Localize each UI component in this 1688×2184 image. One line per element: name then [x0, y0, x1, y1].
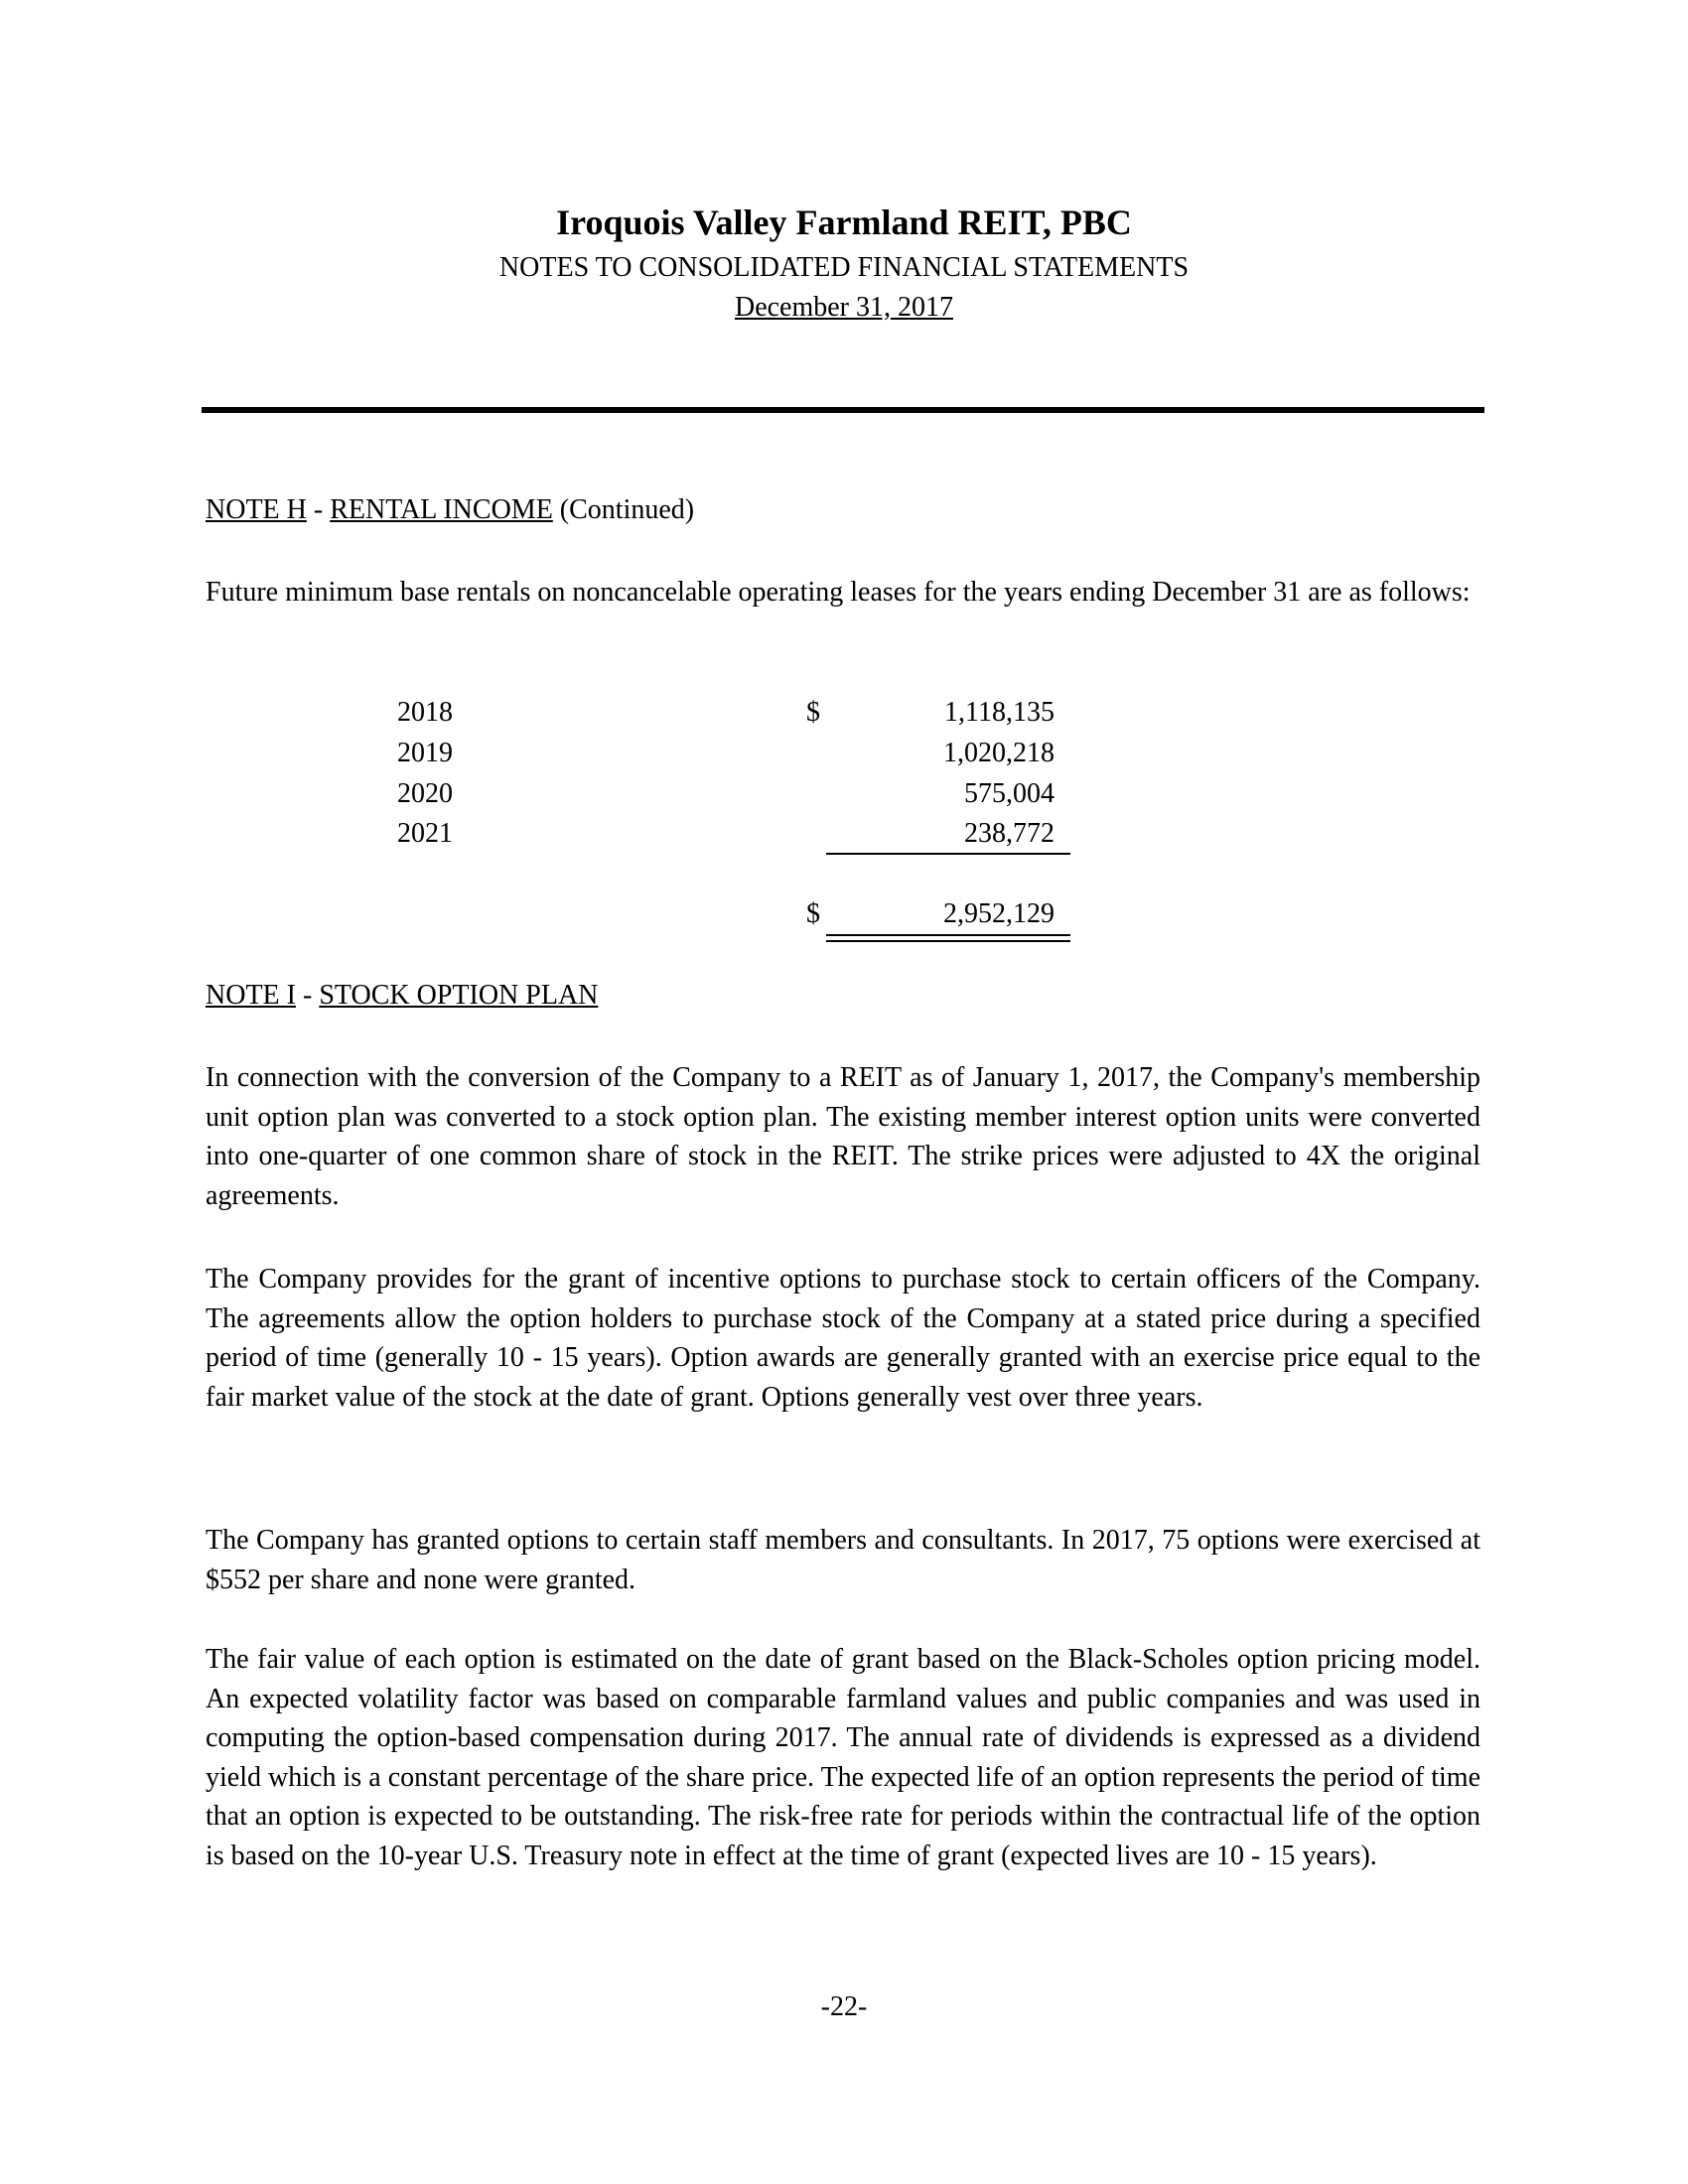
header-rule [202, 407, 1484, 413]
company-name: Iroquois Valley Farmland REIT, PBC [556, 203, 1132, 242]
note-h-title: RENTAL INCOME [330, 494, 553, 525]
note-i-heading [206, 978, 598, 1014]
note-i-paragraph-1: In connection with the conversion of the Company to a REIT as of January 1, 2017, the Company's membership unit option plan was converted to a stock option plan. The existing member interest option units were converted into one-quarter of one common share of stock in the REIT. The strike prices were adjusted to 4X the original agreements. [206, 1062, 1480, 1211]
note-i-sep: - [295, 980, 320, 1011]
schedule-amount: 1,020,218 [943, 738, 1055, 768]
subtotal-rule [826, 853, 1070, 855]
note-i-title: STOCK OPTION PLAN [319, 980, 599, 1011]
statement-date [0, 290, 1688, 326]
statement-date-text: December 31, 2017 [734, 292, 954, 323]
page-number: -22- [820, 1991, 868, 2022]
note-i-paragraph-3: The Company has granted options to certain staff members and consultants. In 2017, 75 options were exercised at $552 per share and none were granted. [206, 1525, 1480, 1595]
schedule-currency-top: $ [806, 697, 820, 728]
statement-subtitle: NOTES TO CONSOLIDATED FINANCIAL STATEMENTS [498, 252, 1190, 283]
note-h-suffix: (Continued) [552, 494, 695, 525]
note-i-paragraph-4: The fair value of each option is estimated on the date of grant based on the Black-Scholes option pricing model. An expected volatility factor was based on comparable farmland values and public companies and was used in computing the option-based compensation during 2017. The annual rate of dividends is expressed as a dividend yield which is a constant percentage of the share price. The expected life of an option represents the period of time that an option is expected to be outstanding. The risk-free rate for periods within the contractual life of the option is based on the 10-year U.S. Treasury note in effect at the time of grant (expected lives are 10 - 15 years). [206, 1644, 1480, 1871]
schedule-year: 2021 [397, 818, 453, 849]
total-double-rule-bottom [826, 940, 1070, 942]
schedule-amount: 238,772 [964, 818, 1055, 849]
note-h-heading [206, 492, 694, 528]
note-h-sep: - [306, 494, 331, 525]
note-h-label: NOTE H [206, 494, 307, 525]
schedule-year: 2020 [397, 778, 453, 809]
schedule-amount: 1,118,135 [944, 697, 1055, 728]
schedule-year: 2019 [397, 738, 453, 768]
schedule-currency-total: $ [806, 898, 820, 929]
note-h-intro: Future minimum base rentals on noncancelable operating leases for the years ending December 31 are as follows: [206, 577, 1471, 608]
total-double-rule-top [826, 934, 1070, 936]
schedule-total: 2,952,129 [943, 898, 1055, 929]
schedule-year: 2018 [397, 697, 453, 728]
note-i-label: NOTE I [206, 980, 296, 1011]
schedule-amount: 575,004 [964, 778, 1055, 809]
note-i-paragraph-2: The Company provides for the grant of incentive options to purchase stock to certain officers of the Company. The agreements allow the option holders to purchase stock of the Company at a stated price during a specified period of time (generally 10 - 15 years). Option awards are generally granted with an exercise price equal to the fair market value of the stock at the date of grant. Options generally vest over three years. [206, 1264, 1480, 1413]
